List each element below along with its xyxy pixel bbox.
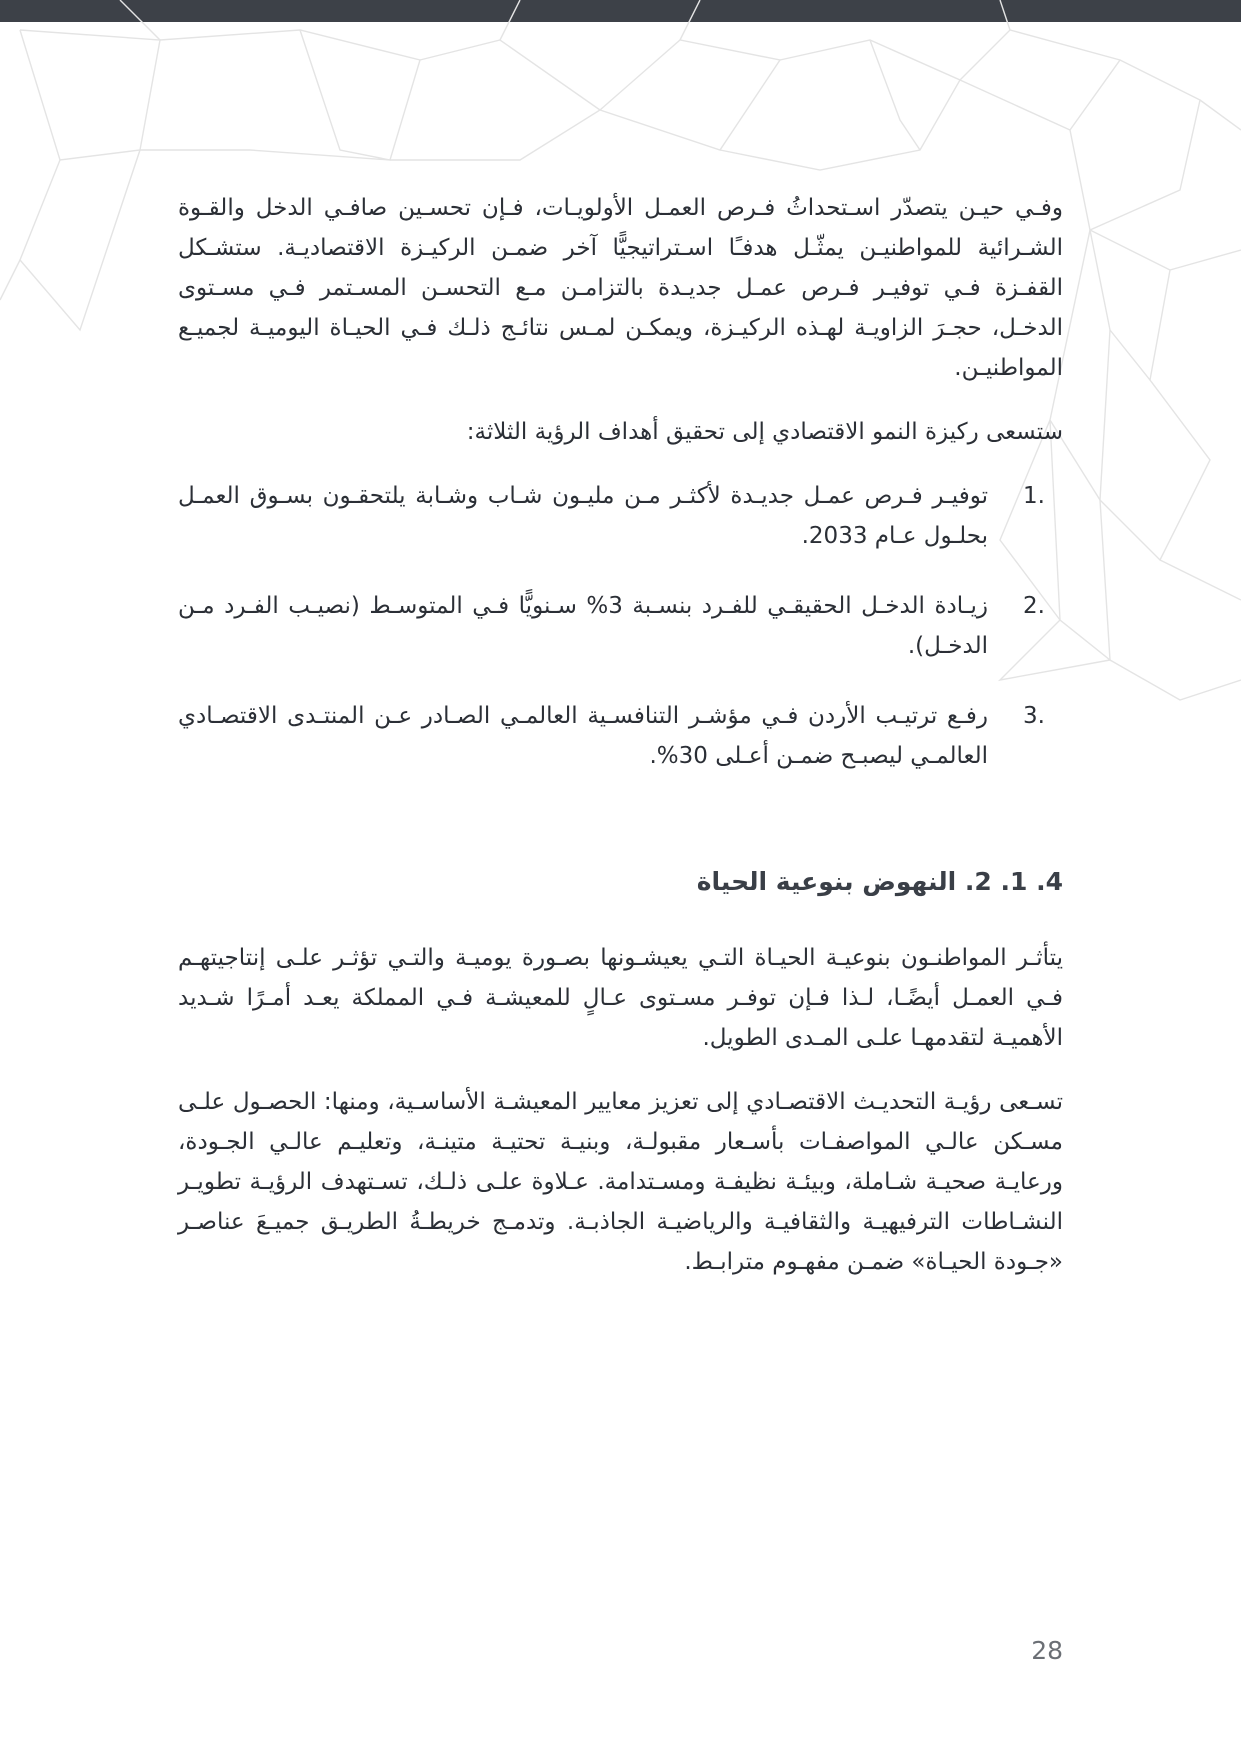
quality-paragraph-1: يتأثـر المواطنـون بنوعيـة الحيـاة التـي يعيشـونها بصـورة يوميـة والتـي تؤثـر علـى إنتاجيتهـم فـي العمـل أيضًـا، لـذا فـإن توفـر مسـتوى عـالٍ للمعيشـة فـي المملكة يعـد أمـرًا شـديد الأهميـة لتقدمهـا علـى المـدى الطويل. — [178, 945, 1063, 1051]
list-item — [178, 696, 1063, 776]
list-item-number: 2. — [1023, 593, 1045, 619]
list-item-number: 1. — [1023, 483, 1045, 509]
list-item-text: رفـع ترتيـب الأردن فـي مؤشـر التنافسـية العالمـي الصـادر عـن المنتـدى الاقتصـادي العالمـي ليصبـح ضمـن أعـلى 30%. — [178, 703, 988, 769]
intro-paragraph: وفـي حيـن يتصدّر اسـتحداثُ فـرص العمـل الأولويـات، فـإن تحسـين صافـي الدخل والقـوة الشـرائية للمواطنيـن يمثّـل هدفـًا اسـتراتيجيًّا آخر ضمـن الركيـزة الاقتصاديـة. ستشـكل القفـزة فـي توفيـر فـرص عمـل جديـدة بالتزامـن مـع التحسـن المسـتمر فـي مسـتوى الدخـل، حجـرَ الزاويـة لهـذه الركيـزة، ويمكـن لمـس نتائـج ذلـك فـي الحيـاة اليوميـة لجميـع المواطنيـن. — [178, 195, 1063, 381]
goals-list — [178, 476, 1063, 776]
list-item-text: توفيـر فـرص عمـل جديـدة لأكثـر مـن مليـون شـاب وشـابة يلتحقـون بسـوق العمـل بحلـول عـام 2033. — [178, 483, 988, 549]
page-content — [178, 188, 1063, 1282]
quality-paragraph-2: تسـعى رؤيـة التحديـث الاقتصـادي إلى تعزيز معايير المعيشـة الأساسـية، ومنها: الحصـول علـى مسـكن عالـي المواصفـات بأسـعار مقبولـة، وبنيـة تحتيـة متينـة، وتعليـم عالـي الجـودة، ورعايـة صحيـة شـاملة، وبيئـة نظيفـة ومسـتدامة. عـلاوة علـى ذلـك، تسـتهدف الرؤيـة تطويـر النشـاطات الترفيهيـة والثقافيـة والرياضيـة الجاذبـة. وتدمـج خريطـةُ الطريـق جميـعَ عناصـر «جـودة الحيـاة» ضمـن مفهـوم مترابـط. — [178, 1089, 1063, 1275]
list-item — [178, 586, 1063, 666]
list-item-text: زيـادة الدخـل الحقيقـي للفـرد بنسـبة 3% سـنويًّا فـي المتوسـط (نصيـب الفـرد مـن الدخـل). — [178, 593, 989, 659]
list-item-number: 3. — [1023, 703, 1045, 729]
section-heading: 4. 1. 2. النهوض بنوعية الحياة — [696, 867, 1063, 896]
page-number: 28 — [1031, 1636, 1063, 1665]
list-item — [178, 476, 1063, 556]
goals-lead-paragraph: ستسعى ركيزة النمو الاقتصادي إلى تحقيق أهداف الرؤية الثلاثة: — [466, 419, 1063, 445]
